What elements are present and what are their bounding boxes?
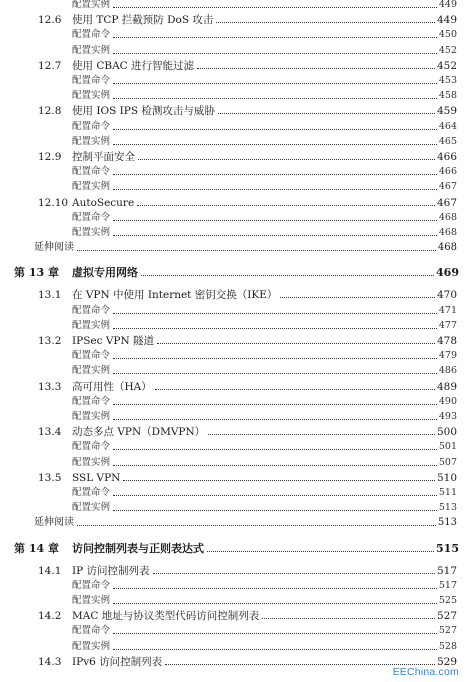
leader-dots [113,372,437,374]
entry-title: 配置实例 [72,502,111,514]
entry-title: 配置实例 [72,365,111,377]
subsection-entry [72,364,457,377]
page-number: 452 [436,59,457,72]
page-number: 449 [438,0,457,10]
page-number: 464 [438,120,457,132]
entry-title: 使用 IOS IPS 检测攻击与威胁 [72,105,215,118]
page-number: 452 [438,44,457,56]
entry-title: 配置命令 [72,29,111,41]
subsection-entry [72,28,457,41]
leader-dots [113,52,437,54]
leader-dots [113,448,437,450]
entry-number: 12.8 [38,105,62,118]
page-number: 470 [436,289,457,302]
leader-dots [141,274,434,276]
leader-dots [113,602,437,604]
leader-dots [137,204,435,206]
entry-title: SSL VPN [72,471,121,484]
entry-title: 高可用性（HA） [72,380,152,393]
page-number: 453 [438,75,457,86]
entry-title: 配置命令 [72,395,111,407]
subsection-entry [72,44,457,57]
entry-title: 配置实例 [72,135,111,147]
entry-title: 配置实例 [72,411,111,422]
leader-dots [165,663,435,665]
entry-title: 控制平面安全 [72,151,135,163]
entry-number: 第 13 章 [14,266,59,280]
subsection-entry [72,349,457,362]
leader-dots [218,112,435,114]
section-entry [38,150,457,163]
entry-number: 13.4 [38,426,62,439]
further-reading-entry [34,241,457,254]
leader-dots [113,464,437,466]
entry-number: 12.9 [38,151,62,163]
leader-dots [113,219,437,221]
entry-title: 延伸阅读 [34,517,74,529]
leader-dots [262,617,435,619]
entry-number: 13.1 [38,289,62,302]
page-number: 469 [436,266,459,280]
leader-dots [113,632,437,634]
entry-title: 配置命令 [72,120,111,132]
leader-dots [113,327,437,329]
section-entry [38,609,457,622]
leader-dots [208,433,435,435]
subsection-entry [72,624,457,637]
leader-dots [155,388,435,390]
entry-title: 使用 TCP 拦截预防 DoS 攻击 [72,14,214,27]
entry-title: 配置实例 [72,181,111,193]
page-number: 468 [437,242,457,254]
leader-dots [280,296,435,298]
leader-dots [113,587,437,589]
entry-title: 配置实例 [72,595,111,606]
page-number: 525 [438,595,457,606]
entry-title: IP 访问控制列表 [72,564,150,577]
entry-title: 在 VPN 中使用 Internet 密钥交换（IKE） [72,289,278,302]
subsection-entry [72,594,457,607]
subsection-entry [72,440,457,453]
entry-number: 13.2 [38,335,62,347]
entry-number: 13.3 [38,380,62,393]
leader-dots [113,312,437,314]
subsection-entry [72,135,457,148]
leader-dots [77,524,436,526]
leader-dots [77,249,436,251]
entry-title: 配置命令 [72,304,111,316]
section-entry [38,564,457,577]
leader-dots [123,479,435,481]
subsection-entry [72,226,457,239]
entry-number: 14.1 [38,564,62,577]
section-entry [38,425,457,438]
leader-dots [113,143,437,145]
entry-number: 13.5 [38,471,62,484]
chapter-heading [14,266,459,279]
leader-dots [113,173,437,175]
page-number: 527 [436,610,457,623]
leader-dots [113,494,437,496]
page-number: 468 [438,227,457,238]
leader-dots [197,67,435,69]
subsection-entry [72,304,457,317]
leader-dots [207,550,434,552]
entry-title: 配置实例 [72,90,111,102]
page-number: 466 [436,151,457,163]
subsection-entry [72,640,457,653]
subsection-entry [72,211,457,224]
subsection-entry [72,579,457,592]
entry-title: 访问控制列表与正则表达式 [72,541,204,555]
subsection-entry [72,89,457,102]
subsection-entry [72,486,457,499]
entry-title: 配置命令 [72,350,111,362]
leader-dots [153,572,435,574]
section-entry [38,13,457,26]
page-number: 490 [438,395,457,407]
entry-number: 14.2 [38,610,62,623]
page-number: 517 [436,564,457,577]
subsection-entry [72,395,457,408]
section-entry [38,104,457,117]
entry-title: MAC 地址与协议类型代码访问控制列表 [72,610,260,623]
entry-number: 12.7 [38,59,62,72]
entry-title: 配置实例 [72,456,111,468]
page-number: 486 [438,365,457,377]
entry-title: 虚拟专用网络 [72,266,138,280]
entry-number: 12.10 [38,196,69,209]
page-number: 450 [438,29,457,41]
page-number: 466 [438,166,457,178]
page-number: 517 [438,579,457,591]
entry-title: 使用 CBAC 进行智能过滤 [72,59,195,72]
leader-dots [113,648,437,650]
page-number: 458 [438,90,457,102]
subsection-entry [72,319,457,332]
subsection-entry [72,0,457,11]
section-entry [38,196,457,209]
entry-number: 12.6 [38,14,62,27]
leader-dots [113,403,437,405]
entry-title: 配置命令 [72,487,111,498]
page-number: 515 [436,541,459,555]
entry-title: AutoSecure [72,196,135,209]
leader-dots [157,342,435,344]
leader-dots [113,82,437,84]
page-number: 449 [436,14,457,27]
subsection-entry [72,456,457,469]
entry-title: 配置命令 [72,625,111,637]
entry-title: 配置实例 [72,319,111,331]
page-number: 529 [436,655,457,668]
page-number: 479 [438,350,457,362]
entry-number: 14.3 [38,655,62,668]
section-entry [38,380,457,393]
subsection-entry [72,74,457,87]
subsection-entry [72,410,457,423]
page-number: 477 [438,319,457,331]
further-reading-entry [34,516,457,529]
leader-dots [113,97,437,99]
leader-dots [113,6,437,8]
page-number: 527 [438,625,457,637]
entry-title: 配置实例 [72,0,111,10]
entry-number: 第 14 章 [14,541,59,555]
leader-dots [113,188,437,190]
page-number: 478 [436,335,457,347]
page-number: 465 [438,135,457,147]
entry-title: 配置实例 [72,44,111,56]
entry-title: 配置命令 [72,441,111,453]
section-entry [38,471,457,484]
leader-dots [113,128,437,130]
entry-title: 配置实例 [72,640,111,652]
subsection-entry [72,180,457,193]
page-number: 489 [436,380,457,393]
page-number: 528 [438,640,457,652]
section-entry [38,59,457,72]
page-number: 511 [438,487,457,498]
page-number: 468 [438,211,457,223]
page-number: 507 [438,456,457,468]
page-number: 467 [438,181,457,193]
entry-title: 配置命令 [72,211,111,223]
page-number: 493 [438,411,457,422]
leader-dots [113,234,437,236]
leader-dots [113,418,437,420]
subsection-entry [72,120,457,133]
entry-title: 配置命令 [72,166,111,178]
leader-dots [113,357,437,359]
section-entry [38,288,457,301]
page-number: 471 [438,304,457,316]
entry-title: IPv6 访问控制列表 [72,655,163,668]
entry-title: 延伸阅读 [34,242,74,254]
subsection-entry [72,501,457,514]
entry-title: IPSec VPN 隧道 [72,335,155,347]
page-number: 500 [436,426,457,439]
entry-title: 动态多点 VPN（DMVPN） [72,426,206,439]
chapter-heading [14,542,459,555]
entry-title: 配置命令 [72,579,111,591]
page-number: 510 [436,471,457,484]
subsection-entry [72,165,457,178]
leader-dots [138,158,435,160]
leader-dots [216,21,435,23]
section-entry [38,334,457,347]
entry-title: 配置命令 [72,75,111,86]
page-number: 459 [436,105,457,118]
site-watermark: EEChina.com [392,666,459,678]
leader-dots [113,36,437,38]
page-number: 513 [437,517,457,529]
entry-title: 配置实例 [72,227,111,238]
page-number: 501 [438,441,457,453]
page-number: 467 [436,196,457,209]
leader-dots [113,509,437,511]
page-number: 513 [438,502,457,514]
